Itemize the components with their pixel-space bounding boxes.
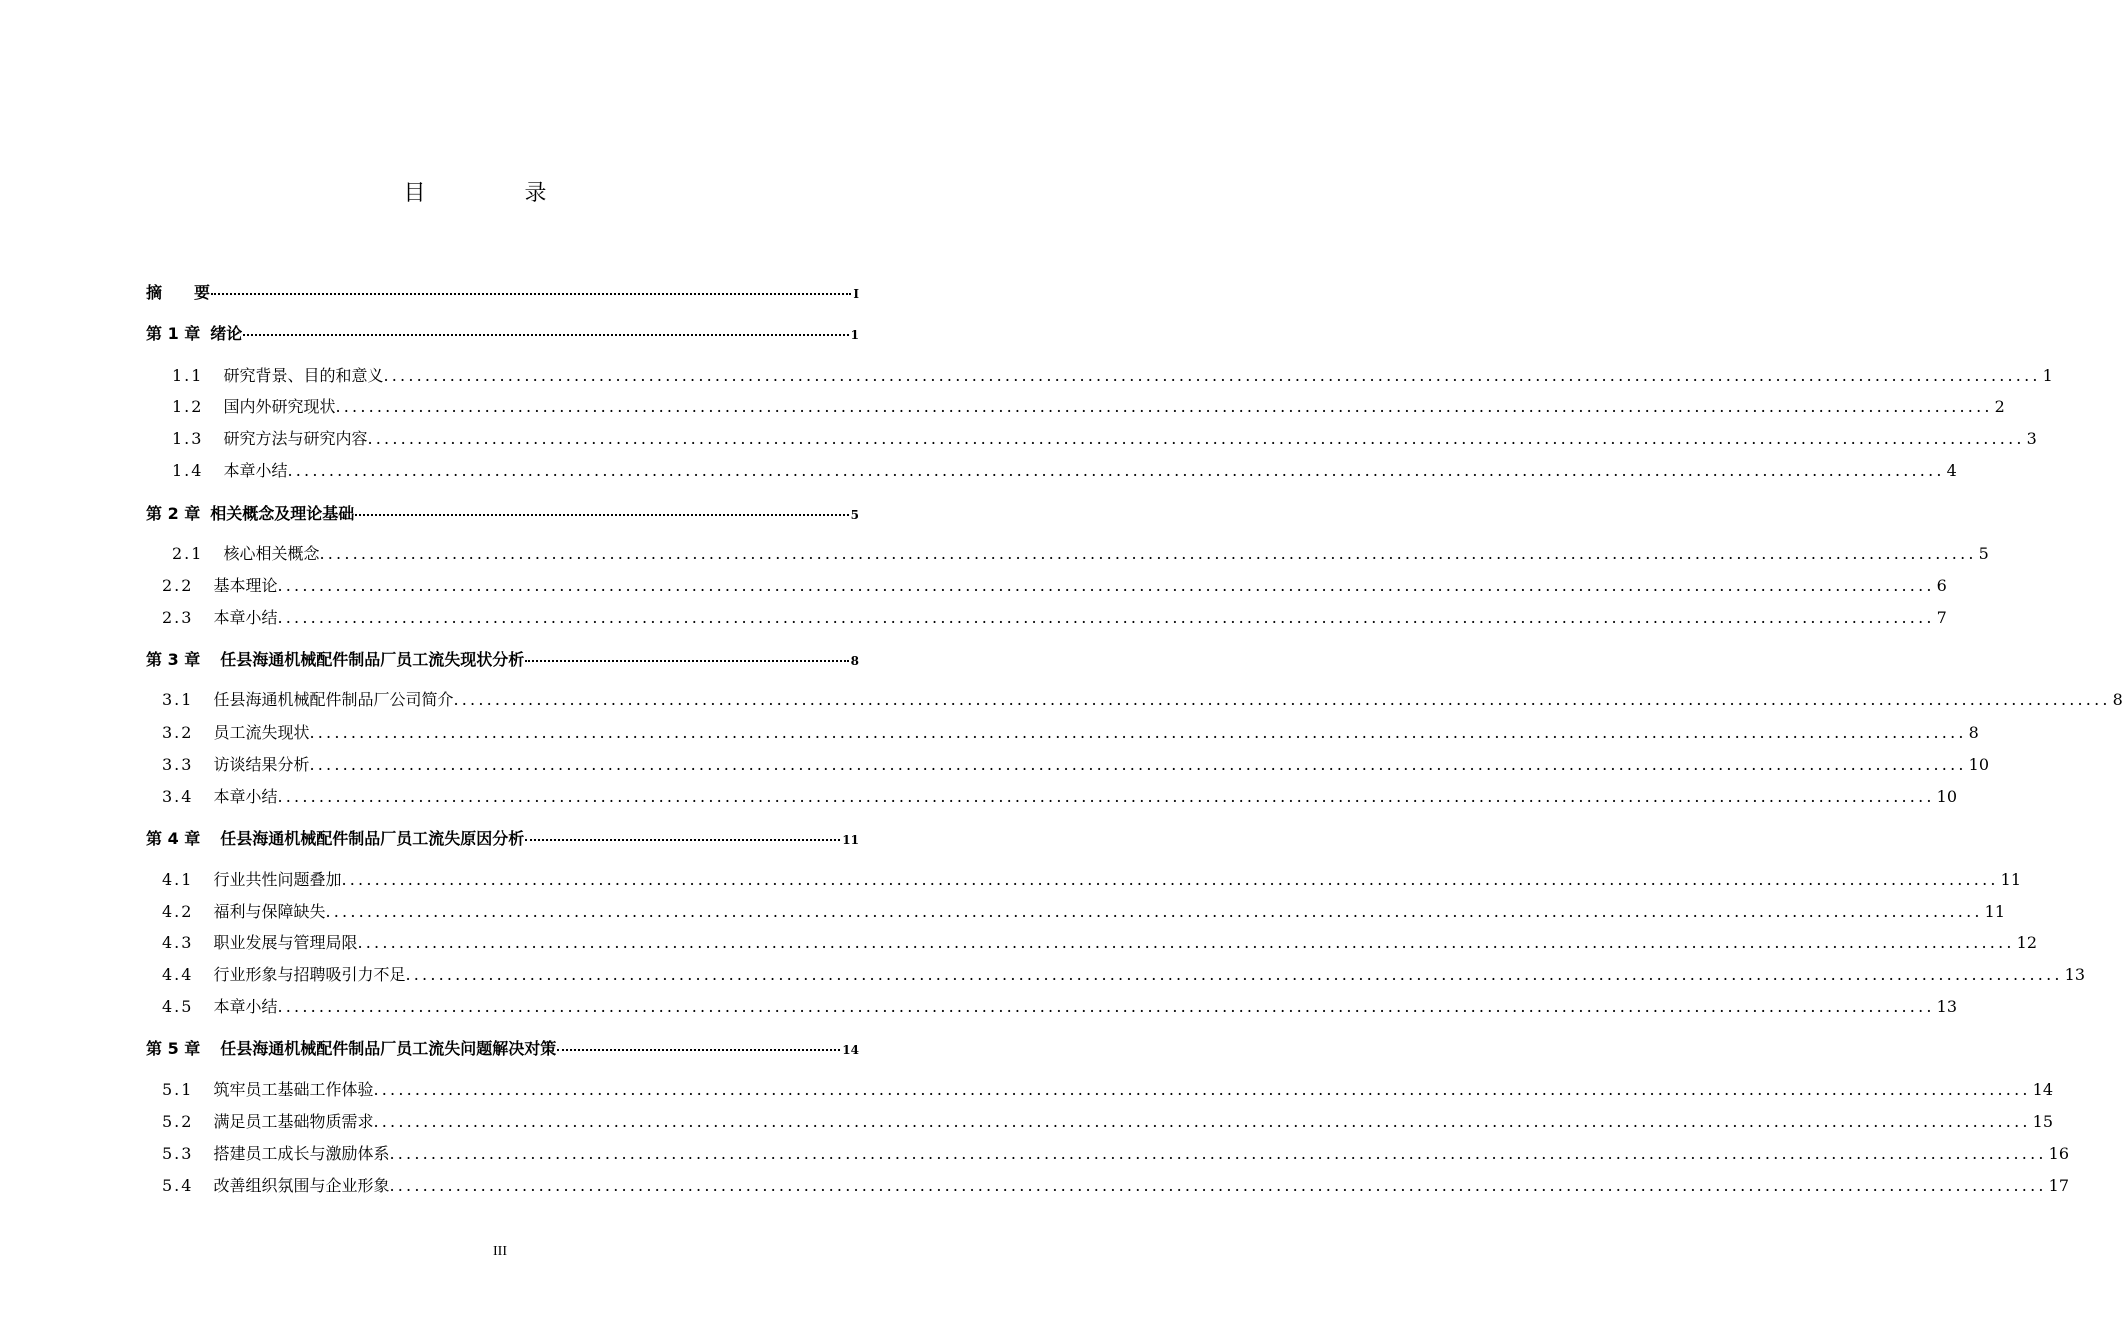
toc-leader-dots bbox=[243, 334, 848, 336]
toc-leader-dots: ........................................................................................................................................................................................................ bbox=[335, 397, 1993, 416]
toc-entry-number: 3.1 bbox=[162, 690, 194, 709]
toc-page-number: 8 bbox=[1968, 723, 1979, 742]
toc-page-number: 7 bbox=[1936, 608, 1947, 627]
toc-page-number: 1 bbox=[850, 328, 859, 342]
toc-section-entry[interactable] bbox=[162, 606, 1947, 630]
toc-entry-number: 4.5 bbox=[162, 997, 194, 1016]
toc-entry-number: 1.4 bbox=[172, 461, 204, 480]
toc-page-number: 13 bbox=[2064, 965, 2086, 984]
toc-page-number: 3 bbox=[2026, 429, 2037, 448]
toc-entry-title: 行业共性问题叠加 bbox=[213, 870, 342, 889]
toc-chapter-entry[interactable] bbox=[146, 1037, 859, 1061]
toc-entry-title: 本章小结 bbox=[223, 461, 288, 480]
toc-leader-dots bbox=[525, 839, 840, 841]
toc-entry-number: 5.4 bbox=[162, 1176, 194, 1195]
toc-section-entry[interactable] bbox=[162, 868, 2022, 892]
toc-entry-title: 员工流失现状 bbox=[213, 723, 310, 742]
toc-entry-number: 5.3 bbox=[162, 1144, 194, 1163]
toc-section-entry[interactable] bbox=[162, 1078, 2054, 1102]
toc-page-number: 15 bbox=[2032, 1112, 2054, 1131]
toc-entry-number: 5.2 bbox=[162, 1112, 194, 1131]
toc-entry-title: 任县海通机械配件制品厂员工流失问题解决对策 bbox=[220, 1039, 557, 1058]
toc-page-number: 11 bbox=[2000, 870, 2022, 889]
toc-page-number: 16 bbox=[2048, 1144, 2070, 1163]
toc-entry-title: 本章小结 bbox=[213, 787, 278, 806]
toc-entry-title: 搭建员工成长与激励体系 bbox=[213, 1144, 390, 1163]
toc-page-number: 2 bbox=[1994, 397, 2005, 416]
toc-entry-number: 3.4 bbox=[162, 787, 194, 806]
toc-entry-title: 职业发展与管理局限 bbox=[213, 933, 358, 952]
toc-entry-number: 2.1 bbox=[172, 544, 204, 563]
toc-section-entry[interactable] bbox=[162, 1110, 2054, 1134]
toc-entry-number: 5.1 bbox=[162, 1080, 194, 1099]
toc-section-entry[interactable] bbox=[172, 427, 2037, 451]
toc-chapter-entry[interactable] bbox=[146, 322, 859, 346]
toc-entry-number: 2.2 bbox=[162, 576, 194, 595]
toc-entry-title: 福利与保障缺失 bbox=[213, 902, 326, 921]
toc-section-entry[interactable] bbox=[162, 995, 1958, 1019]
toc-leader-dots bbox=[355, 514, 848, 516]
toc-leader-dots: ........................................................................................................................................................................................................ bbox=[373, 1112, 2031, 1131]
toc-section-entry[interactable] bbox=[172, 395, 2005, 419]
toc-leader-dots: ........................................................................................................................................................................................................ bbox=[277, 608, 1935, 627]
toc-page-number: 11 bbox=[1984, 902, 2006, 921]
toc-page-number: 11 bbox=[842, 833, 859, 847]
toc-entry-number: 3.3 bbox=[162, 755, 194, 774]
toc-leader-dots: ........................................................................................................................................................................................................ bbox=[389, 1176, 2047, 1195]
toc-leader-dots: ........................................................................................................................................................................................................ bbox=[309, 723, 1967, 742]
toc-page-number: 8 bbox=[2112, 690, 2123, 709]
toc-entry-number: 第 3 章 bbox=[146, 650, 201, 669]
toc-entry-number: 第 4 章 bbox=[146, 829, 201, 848]
toc-page-number: 10 bbox=[1936, 787, 1958, 806]
toc-entry-title: 相关概念及理论基础 bbox=[210, 504, 355, 523]
toc-section-entry[interactable] bbox=[162, 721, 1979, 745]
toc-page-number: I bbox=[853, 287, 859, 301]
toc-section-entry[interactable] bbox=[162, 1142, 2070, 1166]
toc-page-number: 5 bbox=[1978, 544, 1989, 563]
toc-chapter-entry[interactable] bbox=[146, 281, 859, 305]
toc-title: 目 录 bbox=[403, 181, 593, 206]
toc-section-entry[interactable] bbox=[162, 688, 2123, 712]
toc-entry-number: 1.2 bbox=[172, 397, 204, 416]
toc-leader-dots: ........................................................................................................................................................................................................ bbox=[453, 690, 2111, 709]
toc-leader-dots: ........................................................................................................................................................................................................ bbox=[319, 544, 1977, 563]
toc-section-entry[interactable] bbox=[162, 574, 1947, 598]
toc-entry-number: 第 5 章 bbox=[146, 1039, 201, 1058]
toc-entry-title: 行业形象与招聘吸引力不足 bbox=[213, 965, 406, 984]
toc-chapter-entry[interactable] bbox=[146, 827, 859, 851]
toc-entry-title: 访谈结果分析 bbox=[213, 755, 310, 774]
toc-leader-dots: ........................................................................................................................................................................................................ bbox=[373, 1080, 2031, 1099]
toc-chapter-entry[interactable] bbox=[146, 648, 859, 672]
toc-leader-dots: ........................................................................................................................................................................................................ bbox=[309, 755, 1967, 774]
toc-entry-title: 满足员工基础物质需求 bbox=[213, 1112, 374, 1131]
toc-entry-number: 4.1 bbox=[162, 870, 194, 889]
toc-leader-dots: ........................................................................................................................................................................................................ bbox=[277, 576, 1935, 595]
toc-page-number: 1 bbox=[2042, 366, 2053, 385]
toc-leader-dots: ........................................................................................................................................................................................................ bbox=[383, 366, 2041, 385]
toc-entry-title: 国内外研究现状 bbox=[223, 397, 336, 416]
toc-entry-number: 第 2 章 bbox=[146, 504, 201, 523]
toc-entry-title: 本章小结 bbox=[213, 997, 278, 1016]
toc-page-number: 6 bbox=[1936, 576, 1947, 595]
toc-leader-dots: ........................................................................................................................................................................................................ bbox=[357, 933, 2015, 952]
toc-entry-title: 绪论 bbox=[210, 324, 243, 343]
toc-section-entry[interactable] bbox=[172, 459, 1957, 483]
toc-entry-number: 1.3 bbox=[172, 429, 204, 448]
toc-section-entry[interactable] bbox=[162, 900, 2006, 924]
toc-entry-number: 2.3 bbox=[162, 608, 194, 627]
toc-entry-title: 研究背景、目的和意义 bbox=[223, 366, 384, 385]
toc-page-number: 8 bbox=[850, 654, 859, 668]
toc-entry-number: 第 1 章 bbox=[146, 324, 201, 343]
toc-page-number: 17 bbox=[2048, 1176, 2070, 1195]
toc-leader-dots bbox=[557, 1049, 840, 1051]
toc-page-number: 14 bbox=[842, 1043, 859, 1057]
toc-leader-dots: ........................................................................................................................................................................................................ bbox=[389, 1144, 2047, 1163]
page-number: III bbox=[493, 1244, 507, 1259]
toc-page-number: 4 bbox=[1946, 461, 1957, 480]
toc-page-number: 5 bbox=[850, 508, 859, 522]
toc-section-entry[interactable] bbox=[162, 963, 2086, 987]
toc-entry-number: 4.3 bbox=[162, 933, 194, 952]
toc-entry-title: 任县海通机械配件制品厂公司简介 bbox=[213, 690, 454, 709]
toc-page-number: 12 bbox=[2016, 933, 2038, 952]
toc-section-entry[interactable] bbox=[162, 1174, 2070, 1198]
toc-entry-number: 1.1 bbox=[172, 366, 204, 385]
toc-leader-dots: ........................................................................................................................................................................................................ bbox=[277, 997, 1935, 1016]
toc-entry-title: 核心相关概念 bbox=[223, 544, 320, 563]
toc-section-entry[interactable] bbox=[172, 542, 1989, 566]
toc-entry-title: 任县海通机械配件制品厂员工流失现状分析 bbox=[220, 650, 525, 669]
toc-leader-dots: ........................................................................................................................................................................................................ bbox=[341, 870, 1999, 889]
toc-entry-number: 4.2 bbox=[162, 902, 194, 921]
toc-leader-dots: ........................................................................................................................................................................................................ bbox=[367, 429, 2025, 448]
toc-page-number: 10 bbox=[1968, 755, 1990, 774]
toc-section-entry[interactable] bbox=[162, 785, 1958, 809]
toc-entry-number: 摘 要 bbox=[146, 283, 211, 302]
toc-leader-dots bbox=[211, 293, 851, 295]
toc-entry-number: 3.2 bbox=[162, 723, 194, 742]
toc-section-entry[interactable] bbox=[162, 753, 1990, 777]
toc-chapter-entry[interactable] bbox=[146, 502, 859, 526]
toc-page-number: 13 bbox=[1936, 997, 1958, 1016]
toc-page-number: 14 bbox=[2032, 1080, 2054, 1099]
toc-entry-title: 研究方法与研究内容 bbox=[223, 429, 368, 448]
toc-leader-dots: ........................................................................................................................................................................................................ bbox=[405, 965, 2063, 984]
toc-leader-dots: ........................................................................................................................................................................................................ bbox=[277, 787, 1935, 806]
toc-leader-dots: ........................................................................................................................................................................................................ bbox=[287, 461, 1945, 480]
toc-section-entry[interactable] bbox=[172, 364, 2053, 388]
toc-entry-title: 改善组织氛围与企业形象 bbox=[213, 1176, 390, 1195]
toc-leader-dots: ........................................................................................................................................................................................................ bbox=[325, 902, 1983, 921]
toc-section-entry[interactable] bbox=[162, 931, 2038, 955]
toc-entry-title: 本章小结 bbox=[213, 608, 278, 627]
toc-entry-title: 基本理论 bbox=[213, 576, 278, 595]
toc-entry-number: 4.4 bbox=[162, 965, 194, 984]
toc-entry-title: 任县海通机械配件制品厂员工流失原因分析 bbox=[220, 829, 525, 848]
toc-entry-title: 筑牢员工基础工作体验 bbox=[213, 1080, 374, 1099]
toc-leader-dots bbox=[525, 660, 848, 662]
